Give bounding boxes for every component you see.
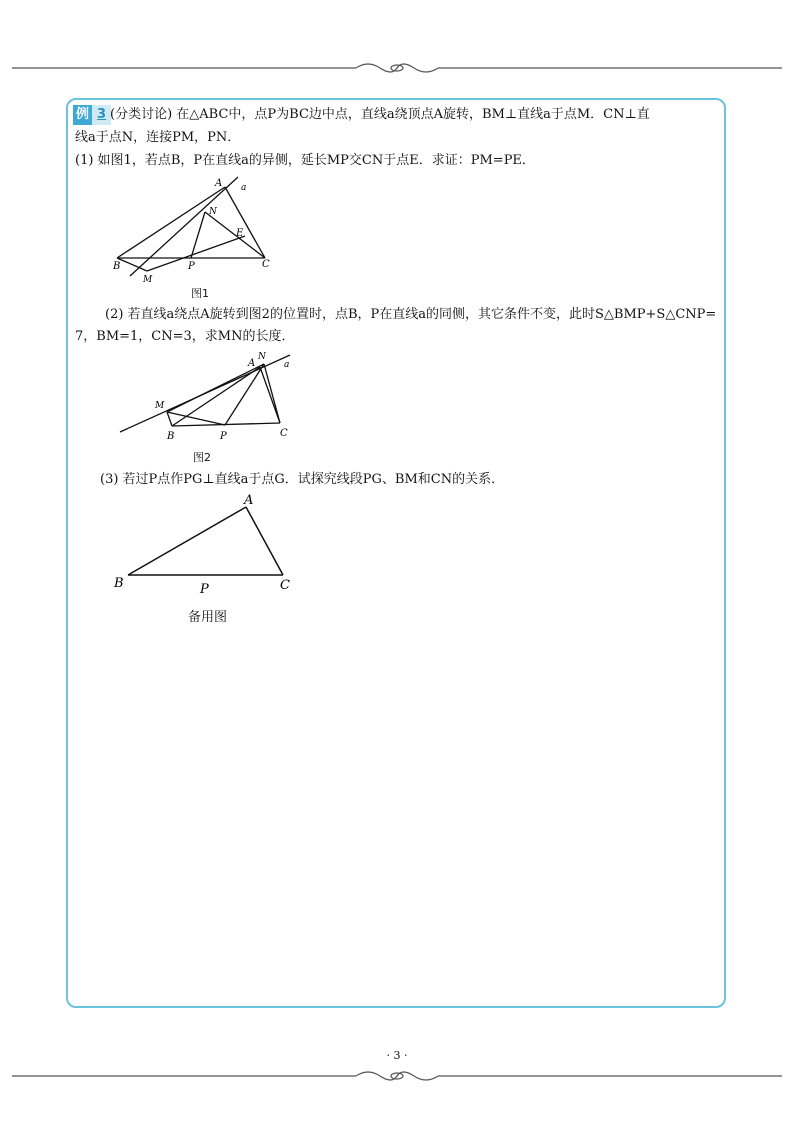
fig1-label-B: B [113, 261, 121, 272]
figure-2-caption: 图2 [193, 451, 211, 464]
fig1-label-N: N [209, 207, 217, 217]
figure-1-caption: 图1 [191, 287, 209, 300]
fig3-label-A: A [244, 493, 254, 508]
fig1-label-C: C [262, 259, 270, 270]
fig3-label-C: C [280, 578, 290, 593]
bottom-divider [0, 1066, 794, 1086]
fig1-label-E: E [236, 228, 244, 239]
figure-3-caption: 备用图 [188, 610, 228, 625]
fig2-label-A: A [248, 358, 256, 369]
part-1-text: (1) 如图1，若点B，P在直线a的异侧，延长MP交CN于点E．求证：PM=PE． [75, 153, 535, 168]
badge-number: 3 [92, 105, 111, 125]
badge-label: 例 [73, 105, 92, 125]
problem-line-2: 线a于点N，连接PM，PN． [75, 130, 241, 145]
figure-3 [108, 490, 308, 600]
fig1-label-P: P [188, 261, 195, 272]
top-divider [0, 58, 794, 78]
ornament-icon [356, 64, 438, 72]
fig2-label-M: M [155, 401, 165, 411]
ornament-icon [356, 1072, 438, 1080]
problem-line-1: (分类讨论) 在△ABC中，点P为BC边中点，直线a绕顶点A旋转，BM⊥直线a于点M．CN⊥直 [110, 107, 650, 122]
fig2-label-P: P [220, 431, 227, 442]
fig1-label-a: a [241, 183, 247, 193]
fig2-label-N: N [258, 352, 266, 362]
part-3-text: (3) 若过P点作PG⊥直线a于点G．试探究线段PG、BM和CN的关系． [100, 472, 505, 487]
fig2-label-a: a [284, 360, 290, 370]
fig1-label-M: M [143, 275, 153, 282]
part-2-text-2: 7，BM=1，CN=3，求MN的长度． [75, 329, 295, 344]
fig1-label-A: A [215, 178, 223, 189]
example-badge [73, 105, 111, 125]
fig2-label-C: C [280, 428, 288, 439]
fig3-label-P: P [200, 582, 209, 597]
fig3-label-B: B [114, 576, 124, 591]
fig2-label-B: B [167, 431, 175, 442]
figure-1 [105, 172, 295, 282]
figure-2 [112, 348, 302, 448]
page-number: · 3 · [386, 1049, 408, 1062]
part-2-text-1: (2) 若直线a绕点A旋转到图2的位置时，点B，P在直线a的同侧，其它条件不变，此时S△BMP+S△CNP= [105, 307, 717, 322]
